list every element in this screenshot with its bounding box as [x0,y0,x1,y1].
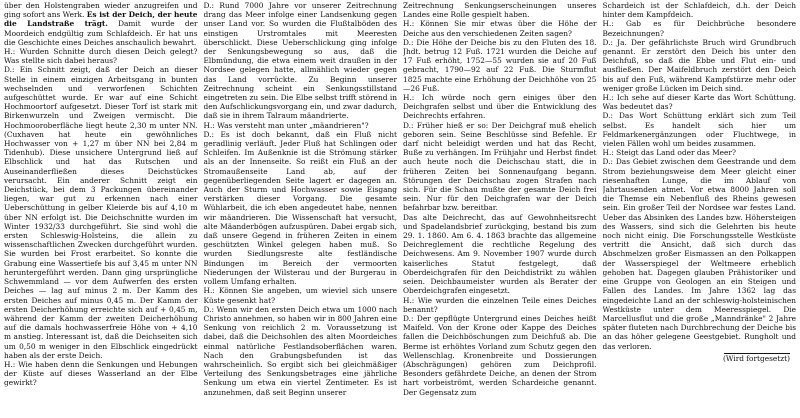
paragraph: Schardeich ist der Schlafdeich, d.h. der Deich hinter dem Kampfdeich. [602,1,796,20]
text-column-2 [204,1,398,418]
paragraph: Das alte Deichrecht, das auf Gewohnheitsrecht und Spadelandsbrief zurückging, bestand bis zum 29. 1. 1860. Am 6. 4. 1863 brachte das allgemeine Deichreglement die rechtliche Regelung des Deichwesens. Am 9. November 1907 wurde durch kaiserliches Statut festgelegt, daß Oberdeichgrafen für den Deichdistrikt zu wählen seien. Deichbaumeister wurden als Berater der Oberdeichgrafen eingesetzt. [403,212,597,296]
question-paragraph: H.: Ich sehe auf dieser Karte das Wort Schüttung. Was bedeutet das? [602,93,796,112]
question-paragraph: H.: Steigt das Land oder das Meer? [602,148,736,158]
text-column-1 [4,1,198,418]
answer-paragraph: D.: Die Höhe der Deiche bis zu den Fluten des 18. Jhdt. betrug 12 Fuß. 1721 wurden die Deiche auf 17 Fuß erhöht, 1752—55 wurden sie auf 20 Fuß gebracht, 1790—92 auf 22 Fuß. Die Sturmflut 1825 machte eine Erhöhung der Deichhöhe von 25—26 Fuß. [403,37,597,93]
answer-paragraph: D.: Rund 7000 Jahre vor unserer Zeitrechnung drang das Meer infolge einer Landsenkung gegen unser Land vor. So wurden die Flußtalböden des einstigen Urstromtales mit Meeresten überschlickt. Diese Ueberschlickung ging infolge der Senkungsbewegung so aus, daß die Elbmündung, die etwa einem weit draußen in der Nordsee gelegen hatte, allmählich wieder gegen das Land vorrückte. Zu Beginn unserer Zeitrechnung scheint ein Senkungsstillstand eingetreten zu sein. Die Elbe selbst trifft störend in den Aufschlickungsvorgang ein, und zwar dadurch, daß sie in ihrem Talraum mäandrierte. [203,1,397,121]
paragraph: über den Holstengraben wieder anzugreifen und ging sofort ans Werk. Es ist der Deich, der heute die Landstraße trägt. Damit wurde der Moordeich endgültig zum Schlafdeich. Er hat uns die Geschichte eines Deiches anschaulich bewahrt. [4,1,198,47]
question-paragraph: H.: Wie wurden die einzelnen Teile eines Deiches benannt? [403,295,597,314]
question-paragraph: H.: Was versteht man unter „mäandrieren"? [203,120,369,130]
emphasis-text: Es ist der Deich, der heute die Landstraße trägt. [4,10,198,29]
answer-paragraph: D.: Der gepflügte Untergrund eines Deiches heißt Maifeld. Von der Krone oder Kappe des Deiches fallen die Deichböschungen zum Deichfuß ab. Die Berme ist erhöhtes Vorland zum Schutz gegen den Wellenschlag. Kronenbreite und Dossierungen (Abschrägungen) gehören zum Deichprofil. Besonders gefährdete Deiche, an denen der Strom hart vorbeiströmt, werden Schardeiche genannt. Der Gegensatz zum [403,313,597,397]
answer-paragraph: D.: Ja. Der gefährlichste Bruch wird Grundbruch genannt. Er zerstört den Deich bis unter den Deichfuß, so daß die Ebbe und Flut ein- und ausfließen. Der Maifeldbruch zerstört den Deich bis auf den Fuß, während Kampfstürze mehr oder weniger große Lücken im Deich sind. [602,37,796,93]
text-column-4 [603,1,797,418]
answer-paragraph: D.: Ein Schnitt zeigt, daß der Deich an dieser Stelle in einem einzigen Arbeitsgang in bunten wechselnden und verworfenen Schichten aufgeschüttet wurde. Er war auf eine Schicht Hochmoortorf aufgesetzt. Dieser Torf ist stark mit Birkenwurzeln und Zweigen vermischt. Die Hochmooroberfläche liegt heute 2,30 m unter NN. (Cuxhaven hat heute ein gewöhnliches Hochwasser von + 1,27 m über NN bei 2,84 m Tidenhub). Diese unsichere Untergrund ließ auf Elbschlick und hat das Rutschen und Auseinanderfließen dieses Deichstückes verursacht. Ein anderer Schnitt zeigt ein Deichstück, bei dem 3 Packungen übereinander liegen, war gut zu erkennen nach einer Ueberschüttung in gelber Kleierde bis auf 4,10 m über NN erfolgt ist. Die Deichschnitte wurden im Winter 1932/33 durchgeführt. Sie sind wohl die ersten Schleswig-Holsteins, die allein zu wissenschaftlichen Zwecken durchgeführt wurden. Sie wurden bei Frost erarbeitet. So konnte die Grabung eine Wassertiefe bis auf 3,45 m unter NN heruntergeführt werden. Dann ging ursprüngliche Schwemmland — vor dem Aufwerfen des ersten Deiches — lag auf minus 2 m. Der Kamm des ersten Deiches auf minus 0,45 m. Der Kamm der ersten Deicherhöhung erreichte sich auf + 0,45 m, während der Kamm der zweiten Deicherhöhung auf die damals hochwasserfreie Höhe von + 4,10 m anstieg. Interessant ist, daß die Deichseiten sich um 0,50 m weniger in den Elbschlick eingedrückt haben als der erste Deich. [4,65,198,360]
paragraph: Zeitrechnung Senkungserscheinungen unseres Landes eine Rolle gespielt haben. [403,1,597,20]
answer-paragraph: D.: Früher hieß er so: Der Deichgraf muß ehelich geboren sein. Seine Beschlüsse sind Befehle. Er darf nicht beleidigt werden und hat das Recht, Buße zu verhängen. Im Frühjahr und Herbst findet auch heute noch die Deichschau statt, die in früheren Zeiten bei Sonnenaufgang begann. Störungen der Deichschau zogen Strafen nach sich. Für die Schau mußte der gesamte Deich frei sein. Nur für den Deichgrafen war der Deich befahrbar bzw. bereitbar. [403,120,597,213]
text-column-3 [403,1,597,418]
question-paragraph: H.: Wie haben denn die Senkungen und Hebungen der Küste auf dieses Wasserland an der Elbe gewirkt? [4,359,198,388]
question-paragraph: H.: Können Sie mir etwas über die Höhe der Deiche aus den verschiedenen Zeiten sagen? [403,19,597,38]
question-paragraph: H.: Können Sie angeben, um wieviel sich unsere Küste gesenkt hat? [203,286,397,305]
question-paragraph: H.: Ich würde noch gern einiges über den Deichgrafen selbst und über die Entwicklung des Deichrechts erfahren. [403,93,597,121]
question-paragraph: H.: Wurden Schnitte durch diesen Deich gelegt? Was stellte sich dabei heraus? [4,47,198,66]
answer-paragraph: D.: Das Wort Schüttung erklärt sich zum Teil selbst. Es handelt sich hier um Feldmarkenergänzungen oder Fluchtwege, in vielen Fällen wohl um beides zusammen. [602,111,796,149]
answer-paragraph: D.: Es ist doch bekannt, daß ein Fluß nicht geradlinig verläuft. Jeder Fluß hat Schlingen oder Schleifen. Im Außenknie ist die Strömung stärker als an der Innenseite. So reißt ein Fluß an der Stromaußenseite Land ab, auf der gegenüberliegenden Seite lagert er dagegen an. Auch der Sturm und Hochwasser sowie Eisgang verstärken dieser Vorgang. Die gesamte Wühlarbeit, die ich eben angedeutet habe, nennen wir mäandrieren. Die Wissenschaft hat versucht, alte Mäanderbögen aufzuspüren. Dabei ergab sich, daß unsere Gegend in früheren Zeiten in einem geschützten Winkel gelegen haben muß. So wurden Siedlungsreste alte festländische Bindungen im Bereich der vermoorten Niederungen der Wilsterau und der Burgerau in vollem Umfang erhalten. [203,129,397,287]
question-paragraph: H.: Gab es für Deichbrüche besondere Bezeichnungen? [602,19,796,38]
answer-paragraph: D.: Wenn wir den ersten Deich etwa um 1000 nach Christo annehmen, so haben wir in 800 Jahren eine Senkung von reichlich 2 m. Voraussetzung ist dabei, daß die Deichsohlen des alten Moordeiches einmal natürliche Festlandsoberflächen waren. Nach den Grabungsbefunden ist das wahrscheinlich. So ergibt sich bei gleichmäßiger Verteilung des Senkungsbetrages eine jährliche Senkung um etwa ein viertel Zentimeter. Es ist anzunehmen, daß seit Beginn unserer [203,304,397,397]
answer-paragraph: D.: Das Gebiet zwischen dem Geestrande und dem Strom beziehungsweise dem Meer gleicht einer riesenhaften Lunge, die im Ablauf von Jahrtausenden atmet. Vor etwa 8000 Jahren soll die Themse ein Nebenfluß des Rheins gewesen sein. Ein großer Teil der Nordsee war festes Land. Ueber das Absinken des Landes bzw. Höhersteigen des Wassers, sind sich die Gelehrten bis heute noch nicht einig. Die Forschungsstelle Westküste vertritt die Ansicht, daß sich durch das Abschmelzen großer Eismassen an den Polkappen der Wasserspiegel der Weltmeere erheblich gehoben hat. Dagegen glauben Prähistoriker und eine Gruppe von Geologen an ein Steigen und Fallen des Landes. Im Jahre 1362 lag das eingedeichte Land an der schleswig-holsteinischen Westküste unter dem Meeresspiegel. Die Marcellusflut und die große „Manndränke" 2 Jahre später fluteten nach Durchbrechung der Deiche bis an das höher gelegene Geestgebiet. Rungholt und das verloren. [602,157,796,351]
continuation-note: (Wird fortgesetzt) [722,353,790,363]
